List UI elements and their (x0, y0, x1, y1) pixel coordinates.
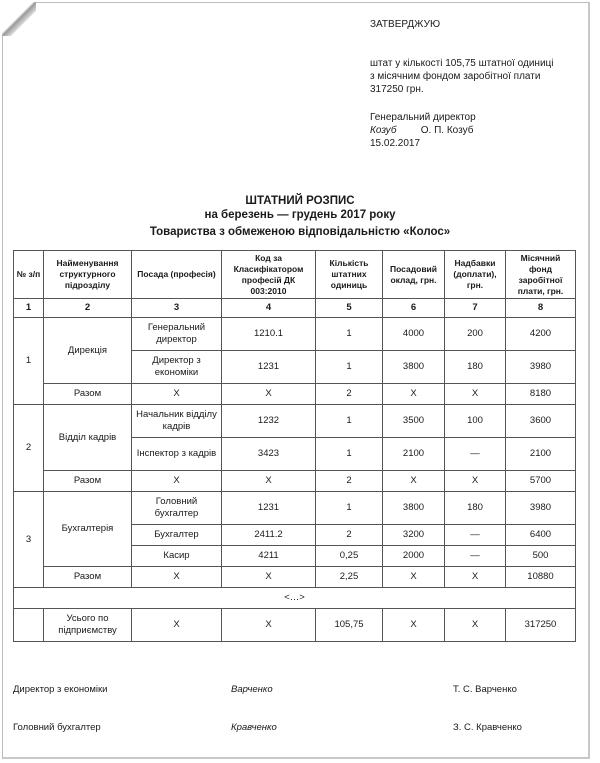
subtotal-cell: Х (445, 384, 506, 405)
header-cell: Посадовий оклад, грн. (383, 251, 445, 299)
document-title-block (0, 194, 600, 240)
subtotal-row (14, 384, 576, 405)
code-cell: 3423 (222, 438, 316, 471)
column-number-row (14, 299, 576, 318)
subtotal-row (14, 567, 576, 588)
table-row (14, 318, 576, 351)
grand-total-cell: Х (445, 609, 506, 642)
position-cell: Начальник відділу кадрів (132, 405, 222, 438)
subtotal-cell: Х (132, 471, 222, 492)
signature-role: Директор з економіки (13, 684, 108, 695)
document-title: ШТАТНИЙ РОЗПИС (245, 195, 355, 207)
subtotal-label: Разом (44, 384, 132, 405)
empty-cell (14, 609, 44, 642)
bonus-cell: 180 (445, 351, 506, 384)
units-cell: 1 (316, 492, 383, 525)
subtotal-cell: Х (132, 384, 222, 405)
subtotal-cell: Х (222, 384, 316, 405)
position-cell: Бухгалтер (132, 525, 222, 546)
fund-cell: 500 (506, 546, 576, 567)
code-cell: 1232 (222, 405, 316, 438)
header-cell: Код за Класифікатором професій ДК 003:2010 (222, 251, 316, 299)
column-number: 1 (14, 299, 44, 318)
document-period: на березень — грудень 2017 року (204, 209, 396, 221)
bonus-cell: 100 (445, 405, 506, 438)
approval-line-3: 317250 грн. (370, 84, 424, 95)
subtotal-cell: 2,25 (316, 567, 383, 588)
signature-name: Т. С. Варченко (453, 684, 517, 695)
subtotal-label: Разом (44, 471, 132, 492)
subtotal-cell: Х (222, 471, 316, 492)
fund-cell: 4200 (506, 318, 576, 351)
approval-name: О. П. Козуб (420, 125, 474, 136)
code-cell: 4211 (222, 546, 316, 567)
fund-cell: 3600 (506, 405, 576, 438)
bonus-cell: — (445, 525, 506, 546)
code-cell: 1231 (222, 492, 316, 525)
header-cell: Найменування структурного підрозділу (44, 251, 132, 299)
bonus-cell: — (445, 438, 506, 471)
table-row (14, 492, 576, 525)
code-cell: 1231 (222, 351, 316, 384)
approval-heading: ЗАТВЕРДЖУЮ (370, 19, 441, 30)
approval-date: 15.02.2017 (370, 138, 421, 149)
units-cell: 1 (316, 318, 383, 351)
units-cell: 2 (316, 525, 383, 546)
subtotal-cell: Х (222, 567, 316, 588)
position-cell: Головний бухгалтер (132, 492, 222, 525)
grand-total-cell: Х (132, 609, 222, 642)
signature-role: Головний бухгалтер (13, 722, 101, 733)
header-cell: Надбавки (доплати), грн. (445, 251, 506, 299)
subtotal-cell: Х (445, 567, 506, 588)
dept-name: Дирекція (44, 318, 132, 384)
grand-total-row (14, 609, 576, 642)
fund-cell: 3980 (506, 492, 576, 525)
subtotal-cell: Х (383, 567, 445, 588)
units-cell: 1 (316, 351, 383, 384)
grand-total-cell: Х (383, 609, 445, 642)
subtotal-cell: Х (445, 471, 506, 492)
column-number: 7 (445, 299, 506, 318)
subtotal-label: Разом (44, 567, 132, 588)
fund-cell: 3980 (506, 351, 576, 384)
salary-cell: 3200 (383, 525, 445, 546)
grand-total-cell: 317250 (506, 609, 576, 642)
fund-cell: 2100 (506, 438, 576, 471)
subtotal-cell: Х (383, 471, 445, 492)
salary-cell: 2100 (383, 438, 445, 471)
page-curl-corner (2, 2, 36, 36)
subtotal-cell: Х (132, 567, 222, 588)
header-cell: № з/п (14, 251, 44, 299)
dept-number: 2 (14, 405, 44, 492)
column-number: 8 (506, 299, 576, 318)
grand-total-label: Усього по підприємству (44, 609, 132, 642)
header-cell: Кількість штатних одиниць (316, 251, 383, 299)
dept-number: 3 (14, 492, 44, 588)
signature-name: З. С. Кравченко (453, 722, 522, 733)
ellipsis-cell: <…> (14, 588, 576, 609)
subtotal-row (14, 471, 576, 492)
units-cell: 1 (316, 405, 383, 438)
units-cell: 1 (316, 438, 383, 471)
position-cell: Генеральний директор (132, 318, 222, 351)
salary-cell: 3500 (383, 405, 445, 438)
bonus-cell: — (445, 546, 506, 567)
salary-cell: 3800 (383, 492, 445, 525)
column-number: 4 (222, 299, 316, 318)
code-cell: 1210.1 (222, 318, 316, 351)
subtotal-cell: Х (383, 384, 445, 405)
table-row (14, 405, 576, 438)
approval-line-1: штат у кількості 105,75 штатної одиниці (370, 58, 554, 69)
signature-handwritten: Кравченко (231, 722, 277, 733)
approval-signature-line (370, 124, 553, 137)
approval-signature: Козуб (370, 125, 397, 136)
subtotal-cell: 5700 (506, 471, 576, 492)
fund-cell: 6400 (506, 525, 576, 546)
code-cell: 2411.2 (222, 525, 316, 546)
table-header-row (14, 251, 576, 299)
salary-cell: 3800 (383, 351, 445, 384)
dept-number: 1 (14, 318, 44, 405)
units-cell: 0,25 (316, 546, 383, 567)
subtotal-cell: 8180 (506, 384, 576, 405)
position-cell: Касир (132, 546, 222, 567)
subtotal-cell: 10880 (506, 567, 576, 588)
approval-position: Генеральний директор (370, 112, 476, 123)
salary-cell: 4000 (383, 318, 445, 351)
position-cell: Інспектор з кадрів (132, 438, 222, 471)
subtotal-cell: 2 (316, 384, 383, 405)
subtotal-cell: 2 (316, 471, 383, 492)
dept-name: Відділ кадрів (44, 405, 132, 471)
column-number: 6 (383, 299, 445, 318)
approval-line-2: з місячним фондом заробітної плати (370, 71, 541, 82)
bonus-cell: 180 (445, 492, 506, 525)
dept-name: Бухгалтерія (44, 492, 132, 567)
grand-total-cell: Х (222, 609, 316, 642)
header-cell: Місячний фонд заробітної плати, грн. (506, 251, 576, 299)
column-number: 2 (44, 299, 132, 318)
signature-handwritten: Варченко (231, 684, 273, 695)
document-company: Товариства з обмеженою відповідальністю «Колос» (149, 226, 451, 238)
approval-block (370, 18, 553, 150)
ellipsis-row (14, 588, 576, 609)
grand-total-cell: 105,75 (316, 609, 383, 642)
column-number: 5 (316, 299, 383, 318)
staff-table (13, 250, 576, 642)
header-cell: Посада (професія) (132, 251, 222, 299)
bonus-cell: 200 (445, 318, 506, 351)
salary-cell: 2000 (383, 546, 445, 567)
position-cell: Директор з економіки (132, 351, 222, 384)
column-number: 3 (132, 299, 222, 318)
